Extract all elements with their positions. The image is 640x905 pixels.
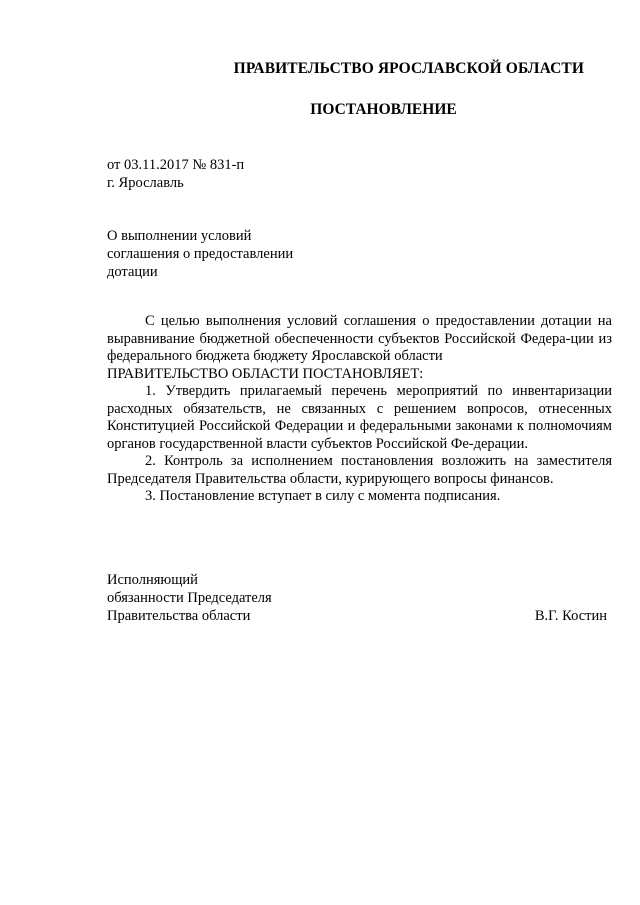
date-number: от 03.11.2017 № 831-п bbox=[107, 157, 245, 173]
signer-position-line: Правительства области bbox=[107, 608, 251, 624]
government-header: ПРАВИТЕЛЬСТВО ЯРОСЛАВСКОЙ ОБЛАСТИ bbox=[233, 60, 584, 77]
preamble-paragraph: С целью выполнения условий соглашения о предоставлении дотации на выравнивание бюджетной обеспеченности субъектов Российской Федера-ции из федерального бюджета бюджету Ярославской области bbox=[107, 313, 612, 364]
item-paragraph-1: 1. Утвердить прилагаемый перечень мероприятий по инвентаризации расходных обязательств, не связанных с решением вопросов, отнесенных Конституцией Российской Федерации и федеральными законами к полномочиям органов государственной власти субъектов Российской Фе-дерации. bbox=[107, 383, 612, 452]
subject-line: О выполнении условий bbox=[107, 228, 252, 244]
item-paragraph-2: 2. Контроль за исполнением постановления возложить на заместителя Председателя Правительства области, курирующего вопросы финансов. bbox=[107, 453, 612, 487]
signer-position-line: Исполняющий bbox=[107, 572, 198, 588]
document-body bbox=[107, 313, 612, 506]
document-type-title: ПОСТАНОВЛЕНИЕ bbox=[310, 101, 457, 118]
item-paragraph-3: 3. Постановление вступает в силу с момента подписания. bbox=[145, 488, 501, 504]
signature-row bbox=[107, 607, 607, 625]
signer-name: В.Г. Костин bbox=[534, 608, 607, 624]
subject-line: дотации bbox=[107, 264, 158, 280]
signer-position-line: обязанности Председателя bbox=[107, 590, 272, 606]
document-meta bbox=[107, 156, 244, 192]
document-subject bbox=[107, 227, 293, 281]
signature-block bbox=[107, 571, 607, 625]
resolves-line: ПРАВИТЕЛЬСТВО ОБЛАСТИ ПОСТАНОВЛЯЕТ: bbox=[107, 365, 424, 382]
city: г. Ярославль bbox=[107, 175, 184, 191]
subject-line: соглашения о предоставлении bbox=[107, 246, 294, 262]
